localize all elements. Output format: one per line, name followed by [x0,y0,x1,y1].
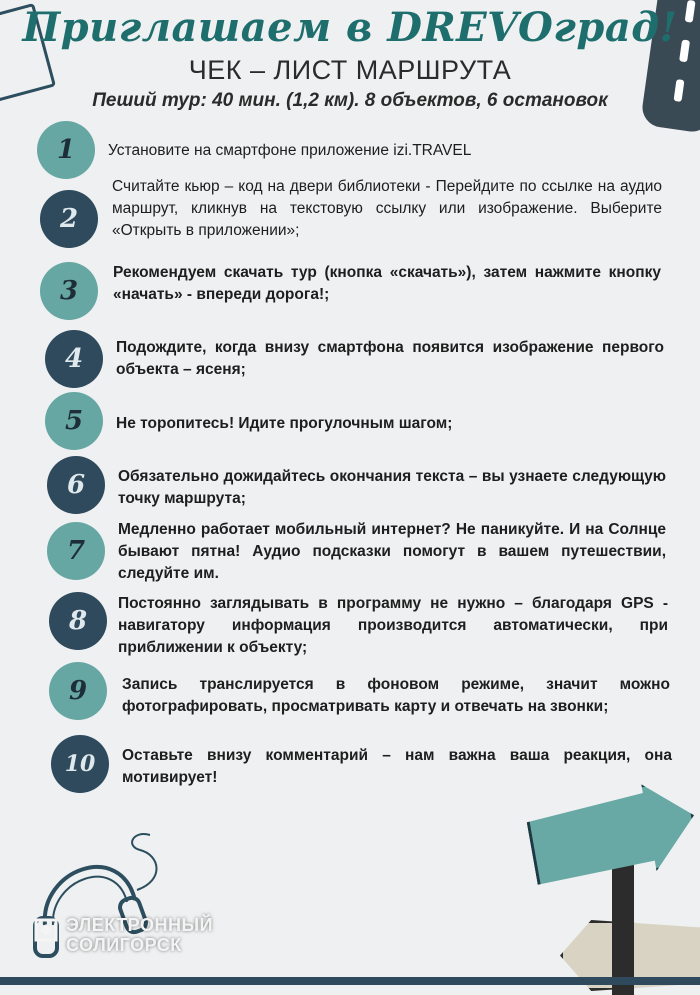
step-number-badge: 5 [45,392,103,450]
step-text: Рекомендуем скачать тур (кнопка «скачать»), затем нажмите кнопку «начать» - впереди дорога!; [113,264,661,303]
step-text: Оставьте внизу комментарий – нам важна ваша реакция, она мотивирует! [122,747,672,786]
step-text: Запись транслируется в фоновом режиме, значит можно фотографировать, просматривать карту и отвечать на звонки; [122,676,670,715]
step-number-badge: 6 [47,456,105,514]
step-text: Установите на смартфоне приложение izi.TRAVEL [108,142,472,159]
step-number-badge: 8 [49,592,107,650]
step-text: Обязательно дожидайтесь окончания текста – вы узнаете следующую точку маршрута; [118,468,666,507]
page-title: Приглашаем в DREVOград! [22,4,678,51]
tour-meta: Пеший тур: 40 мин. (1,2 км). 8 объектов, 6 остановок [92,90,608,111]
watermark-line-2: СОЛИГОРСК [66,935,182,955]
watermark [40,915,213,955]
page-subtitle: ЧЕК – ЛИСТ МАРШРУТА [188,55,512,85]
step-text: Постоянно заглядывать в программу не нужно – благодаря GPS - навигатору информация производится автоматически, при приближении к объекту; [118,595,668,656]
step-number-badge: 4 [45,330,103,388]
step-text: Не торопитесь! Идите прогулочным шагом; [116,415,453,432]
step-number-badge: 1 [37,121,95,179]
signpost-pole [612,855,634,995]
step-number-badge: 10 [51,735,109,793]
step-text: Считайте кьюр – код на двери библиотеки - Перейдите по ссылке на аудио маршрут, кликнув на текстовую ссылку или изображение. Выберите «Открыть в приложении»; [112,178,662,239]
watermark-line-1: ЭЛЕКТРОННЫЙ [66,915,214,935]
step-number-badge: 2 [40,190,98,248]
step-number-badge: 7 [47,522,105,580]
step-number-badge: 9 [49,662,107,720]
step-text: Подождите, когда внизу смартфона появится изображение первого объекта – ясеня; [116,339,664,378]
step-number-badge: 3 [40,262,98,320]
bottom-bar [0,977,700,985]
step-text: Медленно работает мобильный интернет? Не паникуйте. И на Солнце бывают пятна! Аудио подсказки помогут в вашем путешествии, следуйте им. [118,521,666,582]
